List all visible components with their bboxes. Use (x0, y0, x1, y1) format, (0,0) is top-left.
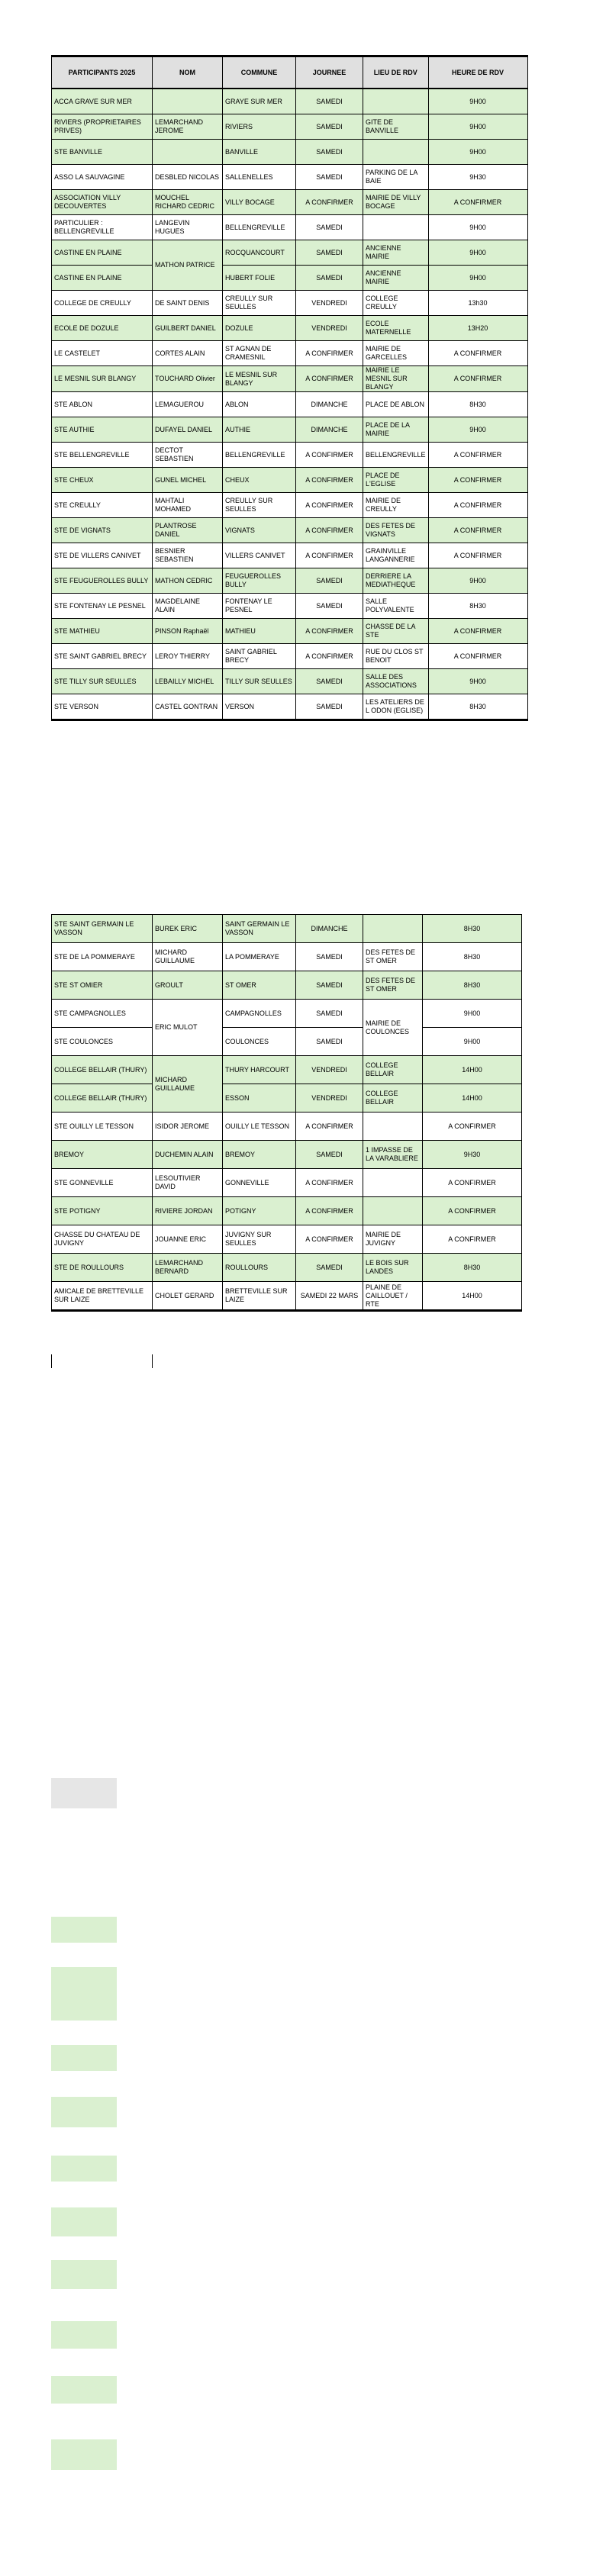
participant-cell: STE FEUGUEROLLES BULLY (52, 568, 153, 594)
lieu-cell: SALLE POLYVALENTE (363, 594, 429, 619)
participant-cell: LE CASTELET (52, 341, 153, 366)
commune-cell: SAINT GABRIEL BRECY (223, 644, 296, 669)
heure-cell: 8H30 (423, 1254, 522, 1282)
heure-cell: 9H00 (423, 1000, 522, 1028)
commune-cell: ST OMER (223, 971, 296, 1000)
heure-cell: 14H00 (423, 1056, 522, 1084)
participant-cell: CASTINE EN PLAINE (52, 266, 153, 291)
heure-cell: 14H00 (423, 1282, 522, 1311)
rdv-table-1 (51, 55, 528, 721)
participant-cell: STE SAINT GERMAIN LE VASSON (52, 915, 153, 943)
participant-cell: STE BELLENGREVILLE (52, 443, 153, 468)
commune-cell: OUILLY LE TESSON (223, 1113, 296, 1141)
nom-cell: LEMARCHAND JEROME (153, 114, 223, 140)
table-row (52, 114, 528, 140)
commune-cell: AUTHIE (223, 417, 296, 443)
nom-cell: GUILBERT DANIEL (153, 316, 223, 341)
journee-cell: SAMEDI 22 MARS (296, 1282, 363, 1311)
journee-cell: SAMEDI (296, 89, 363, 114)
column-stub-line (152, 1354, 153, 1368)
heure-cell: A CONFIRMER (428, 341, 527, 366)
lieu-cell (363, 1169, 423, 1197)
nom-cell: MOUCHEL RICHARD CEDRIC (153, 190, 223, 215)
heure-cell: A CONFIRMER (423, 1197, 522, 1225)
table-row (52, 915, 522, 943)
commune-cell: FEUGUEROLLES BULLY (223, 568, 296, 594)
participant-cell: STE VERSON (52, 694, 153, 720)
nom-cell: DESBLED NICOLAS (153, 165, 223, 190)
commune-cell: DOZULE (223, 316, 296, 341)
lieu-cell (363, 915, 423, 943)
lieu-cell: PLACE DE LA MAIRIE (363, 417, 429, 443)
participant-cell: STE DE LA POMMERAYE (52, 943, 153, 971)
participant-cell: STE MATHIEU (52, 619, 153, 644)
commune-cell: TILLY SUR SEULLES (223, 669, 296, 694)
heure-cell: 8H30 (423, 915, 522, 943)
journee-cell: SAMEDI (296, 1254, 363, 1282)
participant-cell: LE MESNIL SUR BLANGY (52, 366, 153, 392)
commune-cell: VERSON (223, 694, 296, 720)
table-row (52, 190, 528, 215)
participant-cell: STE CHEUX (52, 468, 153, 493)
journee-cell: A CONFIRMER (296, 619, 363, 644)
table-row (52, 443, 528, 468)
commune-cell: JUVIGNY SUR SEULLES (223, 1225, 296, 1254)
participant-cell: STE CREULLY (52, 493, 153, 518)
heure-cell: A CONFIRMER (423, 1225, 522, 1254)
nom-cell: LEMAGUEROU (153, 392, 223, 417)
lieu-cell: LES ATELIERS DE L ODON (EGLISE) (363, 694, 429, 720)
participant-cell: STE SAINT GABRIEL BRECY (52, 644, 153, 669)
commune-cell: VIGNATS (223, 518, 296, 543)
nom-cell: GROULT (153, 971, 223, 1000)
commune-cell: SALLENELLES (223, 165, 296, 190)
journee-cell: VENDREDI (296, 291, 363, 316)
table-row (52, 215, 528, 240)
empty-green-cell (51, 2260, 117, 2289)
heure-cell: 14H00 (423, 1084, 522, 1113)
lieu-cell: COLLEGE BELLAIR (363, 1084, 423, 1113)
lieu-cell: MAIRIE LE MESNIL SUR BLANGY (363, 366, 429, 392)
lieu-cell: MAIRIE DE CREULLY (363, 493, 429, 518)
commune-cell: CREULLY SUR SEULLES (223, 493, 296, 518)
participant-cell: STE BANVILLE (52, 140, 153, 165)
heure-cell: A CONFIRMER (428, 468, 527, 493)
table-row (52, 89, 528, 114)
table-row (52, 140, 528, 165)
header-heure: HEURE DE RDV (428, 56, 527, 89)
table-row (52, 1113, 522, 1141)
participant-cell: STE COULONCES (52, 1028, 153, 1056)
nom-cell: PLANTROSE DANIEL (153, 518, 223, 543)
table-row (52, 1169, 522, 1197)
heure-cell: A CONFIRMER (428, 518, 527, 543)
commune-cell: CAMPAGNOLLES (223, 1000, 296, 1028)
header-row (52, 56, 528, 89)
participant-cell: STE TILLY SUR SEULLES (52, 669, 153, 694)
participant-cell: COLLEGE BELLAIR (THURY) (52, 1084, 153, 1113)
lieu-cell: MAIRIE DE VILLY BOCAGE (363, 190, 429, 215)
empty-green-cell (51, 1967, 117, 2021)
nom-cell: LEBAILLY MICHEL (153, 669, 223, 694)
table-row (52, 1197, 522, 1225)
commune-cell: CREULLY SUR SEULLES (223, 291, 296, 316)
lieu-cell: COLLEGE CREULLY (363, 291, 429, 316)
commune-cell: MATHIEU (223, 619, 296, 644)
journee-cell: SAMEDI (296, 240, 363, 266)
participant-cell: STE ABLON (52, 392, 153, 417)
commune-cell: POTIGNY (223, 1197, 296, 1225)
nom-cell: RIVIERE JORDAN (153, 1197, 223, 1225)
lieu-cell: PLACE DE L'EGLISE (363, 468, 429, 493)
table-row (52, 316, 528, 341)
empty-green-cell (51, 2156, 117, 2182)
column-stub-line (51, 1354, 52, 1368)
nom-cell: TOUCHARD Olivier (153, 366, 223, 392)
participant-cell: BREMOY (52, 1141, 153, 1169)
participant-cell: STE FONTENAY LE PESNEL (52, 594, 153, 619)
nom-cell: DECTOT SEBASTIEN (153, 443, 223, 468)
journee-cell: SAMEDI (296, 165, 363, 190)
heure-cell: 9H00 (428, 240, 527, 266)
commune-cell: ROULLOURS (223, 1254, 296, 1282)
nom-cell: MICHARD GUILLAUME (153, 1056, 223, 1113)
journee-cell: SAMEDI (296, 1000, 363, 1028)
nom-cell: BUREK ERIC (153, 915, 223, 943)
commune-cell: ABLON (223, 392, 296, 417)
commune-cell: BRETTEVILLE SUR LAIZE (223, 1282, 296, 1311)
table-row (52, 1028, 522, 1056)
journee-cell: A CONFIRMER (296, 468, 363, 493)
commune-cell: COULONCES (223, 1028, 296, 1056)
nom-cell (153, 140, 223, 165)
nom-cell: ERIC MULOT (153, 1000, 223, 1056)
heure-cell: A CONFIRMER (428, 543, 527, 568)
journee-cell: SAMEDI (296, 215, 363, 240)
heure-cell: 8H30 (423, 943, 522, 971)
lieu-cell: GITE DE BANVILLE (363, 114, 429, 140)
table-row (52, 240, 528, 266)
nom-cell: LESOUTIVIER DAVID (153, 1169, 223, 1197)
heure-cell: A CONFIRMER (428, 443, 527, 468)
empty-gray-cell (51, 1778, 117, 1808)
participant-cell: PARTICULIER : BELLENGREVILLE (52, 215, 153, 240)
nom-cell: MICHARD GUILLAUME (153, 943, 223, 971)
journee-cell: SAMEDI (296, 594, 363, 619)
heure-cell: 8H30 (428, 694, 527, 720)
header-nom: NOM (153, 56, 223, 89)
participant-cell: STE AUTHIE (52, 417, 153, 443)
table-row (52, 1282, 522, 1311)
journee-cell: SAMEDI (296, 971, 363, 1000)
empty-green-cell (51, 1917, 117, 1943)
heure-cell: A CONFIRMER (423, 1113, 522, 1141)
commune-cell: RIVIERS (223, 114, 296, 140)
journee-cell: SAMEDI (296, 669, 363, 694)
nom-cell: GUNEL MICHEL (153, 468, 223, 493)
heure-cell: 9H00 (428, 89, 527, 114)
journee-cell: DIMANCHE (296, 915, 363, 943)
commune-cell: CHEUX (223, 468, 296, 493)
nom-cell: CORTES ALAIN (153, 341, 223, 366)
lieu-cell: GRAINVILLE LANGANNERIE (363, 543, 429, 568)
journee-cell: SAMEDI (296, 694, 363, 720)
journee-cell: A CONFIRMER (296, 1225, 363, 1254)
participant-cell: STE GONNEVILLE (52, 1169, 153, 1197)
empty-green-cell (51, 2439, 117, 2470)
lieu-cell: DES FETES DE ST OMER (363, 971, 423, 1000)
commune-cell: LE MESNIL SUR BLANGY (223, 366, 296, 392)
participant-cell: AMICALE DE BRETTEVILLE SUR LAIZE (52, 1282, 153, 1311)
participant-cell: ECOLE DE DOZULE (52, 316, 153, 341)
participant-cell: CHASSE DU CHATEAU DE JUVIGNY (52, 1225, 153, 1254)
heure-cell: 13h30 (428, 291, 527, 316)
lieu-cell: BELLENGREVILLE (363, 443, 429, 468)
commune-cell: ST AGNAN DE CRAMESNIL (223, 341, 296, 366)
header-participants: PARTICIPANTS 2025 (52, 56, 153, 89)
nom-cell: CASTEL GONTRAN (153, 694, 223, 720)
participant-cell: COLLEGE DE CREULLY (52, 291, 153, 316)
commune-cell: ESSON (223, 1084, 296, 1113)
heure-cell: 8H30 (428, 392, 527, 417)
commune-cell: THURY HARCOURT (223, 1056, 296, 1084)
participant-cell: ACCA GRAVE SUR MER (52, 89, 153, 114)
lieu-cell: MAIRIE DE GARCELLES (363, 341, 429, 366)
heure-cell: A CONFIRMER (428, 619, 527, 644)
heure-cell: A CONFIRMER (428, 644, 527, 669)
journee-cell: SAMEDI (296, 568, 363, 594)
nom-cell: BESNIER SEBASTIEN (153, 543, 223, 568)
table-row (52, 1056, 522, 1084)
table-row (52, 291, 528, 316)
table-row (52, 694, 528, 720)
heure-cell: 13H20 (428, 316, 527, 341)
empty-green-cell (51, 2207, 117, 2236)
table-row (52, 518, 528, 543)
commune-cell: LA POMMERAYE (223, 943, 296, 971)
participant-cell: STE POTIGNY (52, 1197, 153, 1225)
journee-cell: A CONFIRMER (296, 443, 363, 468)
empty-green-cell (51, 2376, 117, 2404)
commune-cell: VILLY BOCAGE (223, 190, 296, 215)
participant-cell: STE DE VILLERS CANIVET (52, 543, 153, 568)
nom-cell: MAGDELAINE ALAIN (153, 594, 223, 619)
header-journee: JOURNEE (296, 56, 363, 89)
empty-green-cell (51, 2097, 117, 2127)
lieu-cell (363, 215, 429, 240)
nom-cell: DUCHEMIN ALAIN (153, 1141, 223, 1169)
table-row (52, 568, 528, 594)
heure-cell: 9H00 (428, 114, 527, 140)
table-row (52, 165, 528, 190)
table-row (52, 1254, 522, 1282)
commune-cell: BANVILLE (223, 140, 296, 165)
commune-cell: GONNEVILLE (223, 1169, 296, 1197)
heure-cell: 8H30 (428, 594, 527, 619)
journee-cell: A CONFIRMER (296, 1113, 363, 1141)
header-commune: COMMUNE (223, 56, 296, 89)
lieu-cell: CHASSE DE LA STE (363, 619, 429, 644)
table-row (52, 366, 528, 392)
journee-cell: SAMEDI (296, 114, 363, 140)
nom-cell: LEMARCHAND BERNARD (153, 1254, 223, 1282)
table-row (52, 594, 528, 619)
journee-cell: SAMEDI (296, 1028, 363, 1056)
table-row (52, 644, 528, 669)
lieu-cell (363, 89, 429, 114)
commune-cell: SAINT GERMAIN LE VASSON (223, 915, 296, 943)
nom-cell: LEROY THIERRY (153, 644, 223, 669)
table-row (52, 341, 528, 366)
lieu-cell: DERRIERE LA MEDIATHEQUE (363, 568, 429, 594)
nom-cell: DUFAYEL DANIEL (153, 417, 223, 443)
journee-cell: A CONFIRMER (296, 493, 363, 518)
table-row (52, 417, 528, 443)
table-row (52, 943, 522, 971)
commune-cell: FONTENAY LE PESNEL (223, 594, 296, 619)
lieu-cell: LE BOIS SUR LANDES (363, 1254, 423, 1282)
nom-cell: MAHTALI MOHAMED (153, 493, 223, 518)
lieu-cell: ANCIENNE MAIRIE (363, 266, 429, 291)
lieu-cell: PLAINE DE CAILLOUET / RTE (363, 1282, 423, 1311)
nom-cell: DE SAINT DENIS (153, 291, 223, 316)
journee-cell: VENDREDI (296, 1056, 363, 1084)
journee-cell: VENDREDI (296, 316, 363, 341)
heure-cell: 9H00 (423, 1028, 522, 1056)
participant-cell: RIVIERS (PROPRIETAIRES PRIVES) (52, 114, 153, 140)
journee-cell: DIMANCHE (296, 392, 363, 417)
participant-cell: STE DE ROULLOURS (52, 1254, 153, 1282)
table-row (52, 971, 522, 1000)
lieu-cell: DES FETES DE ST OMER (363, 943, 423, 971)
participant-cell: CASTINE EN PLAINE (52, 240, 153, 266)
table-row (52, 468, 528, 493)
table-row (52, 669, 528, 694)
empty-green-cell (51, 2045, 117, 2071)
table-row (52, 266, 528, 291)
participant-cell: ASSO LA SAUVAGINE (52, 165, 153, 190)
nom-cell: LANGEVIN HUGUES (153, 215, 223, 240)
journee-cell: A CONFIRMER (296, 341, 363, 366)
participant-cell: STE DE VIGNATS (52, 518, 153, 543)
nom-cell: MATHON PATRICE (153, 240, 223, 291)
nom-cell: CHOLET GERARD (153, 1282, 223, 1311)
commune-cell: GRAYE SUR MER (223, 89, 296, 114)
commune-cell: ROCQUANCOURT (223, 240, 296, 266)
journee-cell: SAMEDI (296, 140, 363, 165)
lieu-cell: PARKING DE LA BAIE (363, 165, 429, 190)
heure-cell: 8H30 (423, 971, 522, 1000)
journee-cell: VENDREDI (296, 1084, 363, 1113)
commune-cell: BELLENGREVILLE (223, 215, 296, 240)
heure-cell: 9H00 (428, 215, 527, 240)
participant-cell: STE OUILLY LE TESSON (52, 1113, 153, 1141)
commune-cell: BELLENGREVILLE (223, 443, 296, 468)
lieu-cell: SALLE DES ASSOCIATIONS (363, 669, 429, 694)
journee-cell: SAMEDI (296, 1141, 363, 1169)
journee-cell: A CONFIRMER (296, 1197, 363, 1225)
journee-cell: A CONFIRMER (296, 366, 363, 392)
journee-cell: DIMANCHE (296, 417, 363, 443)
journee-cell: A CONFIRMER (296, 518, 363, 543)
table-row (52, 543, 528, 568)
participant-cell: STE ST OMIER (52, 971, 153, 1000)
table-row (52, 1225, 522, 1254)
heure-cell: 9H00 (428, 266, 527, 291)
table-row (52, 392, 528, 417)
table-row (52, 1141, 522, 1169)
lieu-cell: MAIRIE DE COULONCES (363, 1000, 423, 1056)
nom-cell (153, 89, 223, 114)
heure-cell: 9H00 (428, 568, 527, 594)
heure-cell: A CONFIRMER (428, 493, 527, 518)
empty-green-cell (51, 2321, 117, 2349)
heure-cell: 9H00 (428, 417, 527, 443)
journee-cell: A CONFIRMER (296, 1169, 363, 1197)
journee-cell: A CONFIRMER (296, 644, 363, 669)
table-row (52, 619, 528, 644)
heure-cell: 9H30 (423, 1141, 522, 1169)
nom-cell: ISIDOR JEROME (153, 1113, 223, 1141)
lieu-cell: ANCIENNE MAIRIE (363, 240, 429, 266)
participant-cell: STE CAMPAGNOLLES (52, 1000, 153, 1028)
heure-cell: A CONFIRMER (423, 1169, 522, 1197)
commune-cell: BREMOY (223, 1141, 296, 1169)
lieu-cell: DES FETES DE VIGNATS (363, 518, 429, 543)
lieu-cell: ECOLE MATERNELLE (363, 316, 429, 341)
heure-cell: 9H30 (428, 165, 527, 190)
heure-cell: 9H00 (428, 669, 527, 694)
commune-cell: VILLERS CANIVET (223, 543, 296, 568)
lieu-cell (363, 1113, 423, 1141)
heure-cell: A CONFIRMER (428, 366, 527, 392)
rdv-table-2 (51, 914, 522, 1312)
lieu-cell (363, 1197, 423, 1225)
nom-cell: JOUANNE ERIC (153, 1225, 223, 1254)
heure-cell: 9H00 (428, 140, 527, 165)
table-row (52, 493, 528, 518)
table-row (52, 1084, 522, 1113)
lieu-cell: RUE DU CLOS ST BENOIT (363, 644, 429, 669)
journee-cell: A CONFIRMER (296, 190, 363, 215)
lieu-cell: COLLEGE BELLAIR (363, 1056, 423, 1084)
journee-cell: SAMEDI (296, 266, 363, 291)
lieu-cell (363, 140, 429, 165)
table-row (52, 1000, 522, 1028)
nom-cell: PINSON Raphaël (153, 619, 223, 644)
header-lieu: LIEU DE RDV (363, 56, 429, 89)
participant-cell: ASSOCIATION VILLY DECOUVERTES (52, 190, 153, 215)
journee-cell: SAMEDI (296, 943, 363, 971)
nom-cell: MATHON CEDRIC (153, 568, 223, 594)
participant-cell: COLLEGE BELLAIR (THURY) (52, 1056, 153, 1084)
commune-cell: HUBERT FOLIE (223, 266, 296, 291)
lieu-cell: PLACE DE ABLON (363, 392, 429, 417)
lieu-cell: MAIRIE DE JUVIGNY (363, 1225, 423, 1254)
lieu-cell: 1 IMPASSE DE LA VARABLIERE (363, 1141, 423, 1169)
journee-cell: A CONFIRMER (296, 543, 363, 568)
heure-cell: A CONFIRMER (428, 190, 527, 215)
